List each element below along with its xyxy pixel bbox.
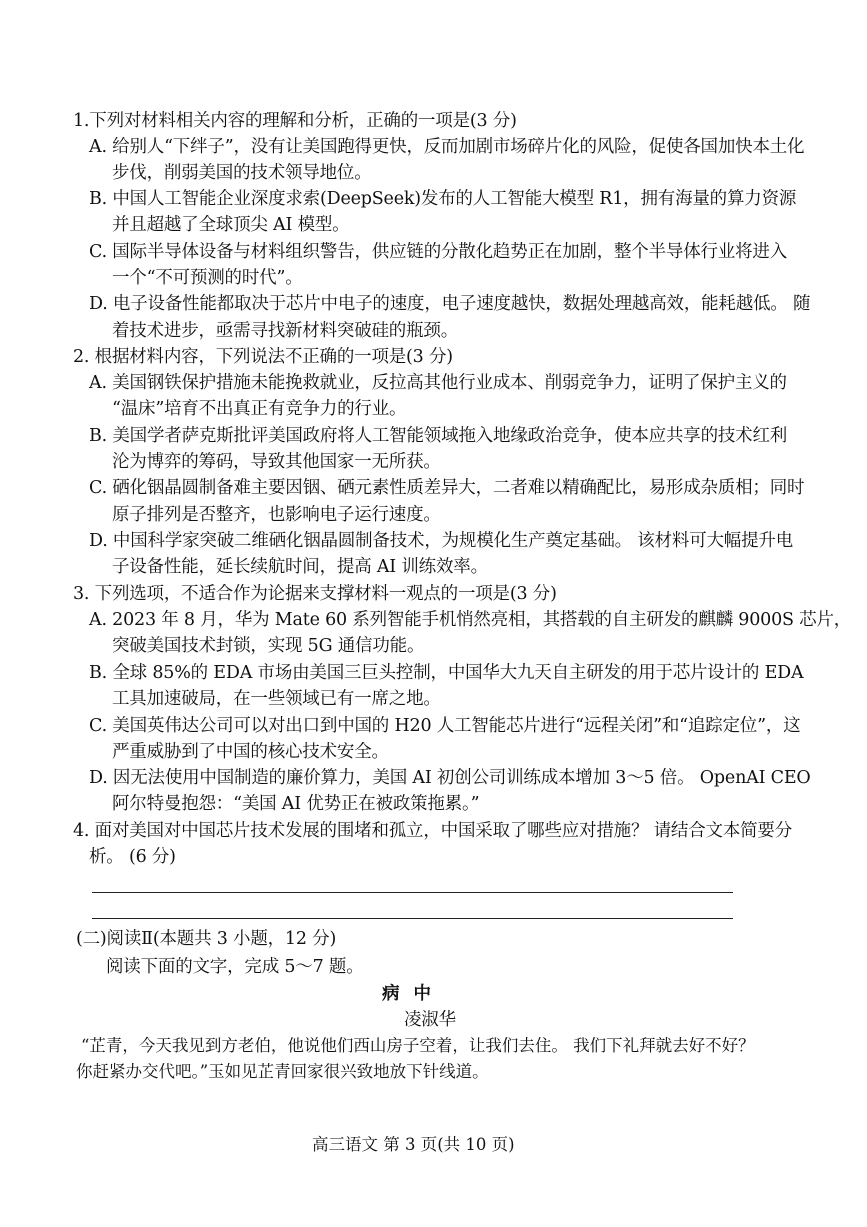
- answer-line-1[interactable]: [92, 892, 733, 893]
- question-2-option-b-cont: 沦为博弈的筹码，导致其他国家一无所获。: [112, 452, 441, 472]
- question-1-option-b-cont: 并且超越了全球顶尖 AI 模型。: [112, 215, 350, 235]
- page-footer: 高三语文 第 3 页(共 10 页): [312, 1135, 515, 1154]
- question-3-option-d-cont: 阿尔特曼抱怨：“美国 AI 优势正在被政策拖累。”: [112, 794, 480, 814]
- question-1-option-b: B. 中国人工智能企业深度求索(DeepSeek)发布的人工智能大模型 R1，拥有海量的算力资源: [89, 189, 797, 209]
- question-1-stem: 1.下列对材料相关内容的理解和分析，正确的一项是(3 分): [73, 111, 517, 131]
- question-4-stem-cont: 析。 (6 分): [89, 847, 176, 867]
- question-2-option-d: D. 中国科学家突破二维硒化铟晶圆制备技术，为规模化生产奠定基础。 该材料可大幅提升电: [89, 531, 793, 551]
- passage-author: 凌淑华: [404, 1010, 456, 1030]
- question-3-option-a: A. 2023 年 8 月，华为 Mate 60 系列智能手机悄然亮相，其搭载的自主研发的麒麟 9000S 芯片，: [89, 610, 852, 630]
- question-3-option-d: D. 因无法使用中国制造的廉价算力，美国 AI 初创公司训练成本增加 3～5 倍。 OpenAI CEO: [89, 768, 811, 788]
- question-2-option-c-cont: 原子排列是否整齐，也影响电子运行速度。: [112, 505, 441, 525]
- question-1-option-a-cont: 步伐，削弱美国的技术领导地位。: [112, 163, 372, 183]
- question-3-option-c-cont: 严重威胁到了中国的核心技术安全。: [112, 742, 389, 762]
- question-3-option-b-cont: 工具加速破局，在一些领域已有一席之地。: [112, 689, 441, 709]
- passage-paragraph-line-2: 你赶紧办交代吧。”玉如见芷青回家很兴致地放下针线道。: [76, 1062, 489, 1081]
- question-2-option-a: A. 美国钢铁保护措施未能挽救就业，反拉高其他行业成本、削弱竞争力，证明了保护主义的: [89, 373, 787, 393]
- question-2-stem: 2. 根据材料内容，下列说法不正确的一项是(3 分): [73, 347, 453, 367]
- question-2-option-d-cont: 子设备性能，延长续航时间，提高 AI 训练效率。: [112, 557, 488, 577]
- question-1-option-d-cont: 着技术进步，亟需寻找新材料突破硅的瓶颈。: [112, 321, 458, 341]
- question-1-option-a: A. 给别人“下绊子”，没有让美国跑得更快，反而加剧市场碎片化的风险，促使各国加快本土化: [89, 137, 805, 157]
- section-instruction: 阅读下面的文字，完成 5～7 题。: [106, 957, 364, 977]
- question-1-option-c-cont: 一个“不可预测的时代”。: [112, 268, 303, 288]
- question-3-option-a-cont: 突破美国技术封锁，实现 5G 通信功能。: [112, 636, 425, 656]
- question-2-option-b: B. 美国学者萨克斯批评美国政府将人工智能领域拖入地缘政治竞争，使本应共享的技术红利: [89, 426, 788, 446]
- question-4-stem: 4. 面对美国对中国芯片技术发展的围堵和孤立，中国采取了哪些应对措施？ 请结合文本简要分: [73, 821, 793, 841]
- question-1-option-d: D. 电子设备性能都取决于芯片中电子的速度，电子速度越快，数据处理越高效，能耗越低。 随: [89, 294, 811, 314]
- question-3-option-b: B. 全球 85%的 EDA 市场由美国三巨头控制，中国华大九天自主研发的用于芯片设计的 EDA: [89, 663, 804, 683]
- question-3-stem: 3. 下列选项，不适合作为论据来支撑材料一观点的一项是(3 分): [73, 584, 557, 604]
- passage-title: 病中: [382, 984, 445, 1004]
- passage-paragraph-line-1: “芷青，今天我见到方老伯，他说他们西山房子空着，让我们去住。 我们下礼拜就去好不好？: [81, 1036, 755, 1055]
- section-heading: (二)阅读Ⅱ(本题共 3 小题，12 分): [76, 929, 337, 949]
- question-2-option-c: C. 硒化铟晶圆制备难主要因铟、硒元素性质差异大，二者难以精确配比，易形成杂质相；同时: [89, 478, 805, 498]
- answer-line-2[interactable]: [92, 918, 733, 919]
- question-1-option-c: C. 国际半导体设备与材料组织警告，供应链的分散化趋势正在加剧，整个半导体行业将进入: [89, 242, 787, 262]
- question-2-option-a-cont: “温床”培育不出真正有竞争力的行业。: [112, 399, 407, 419]
- question-3-option-c: C. 美国英伟达公司可以对出口到中国的 H20 人工智能芯片进行“远程关闭”和“追踪定位”，这: [89, 716, 801, 736]
